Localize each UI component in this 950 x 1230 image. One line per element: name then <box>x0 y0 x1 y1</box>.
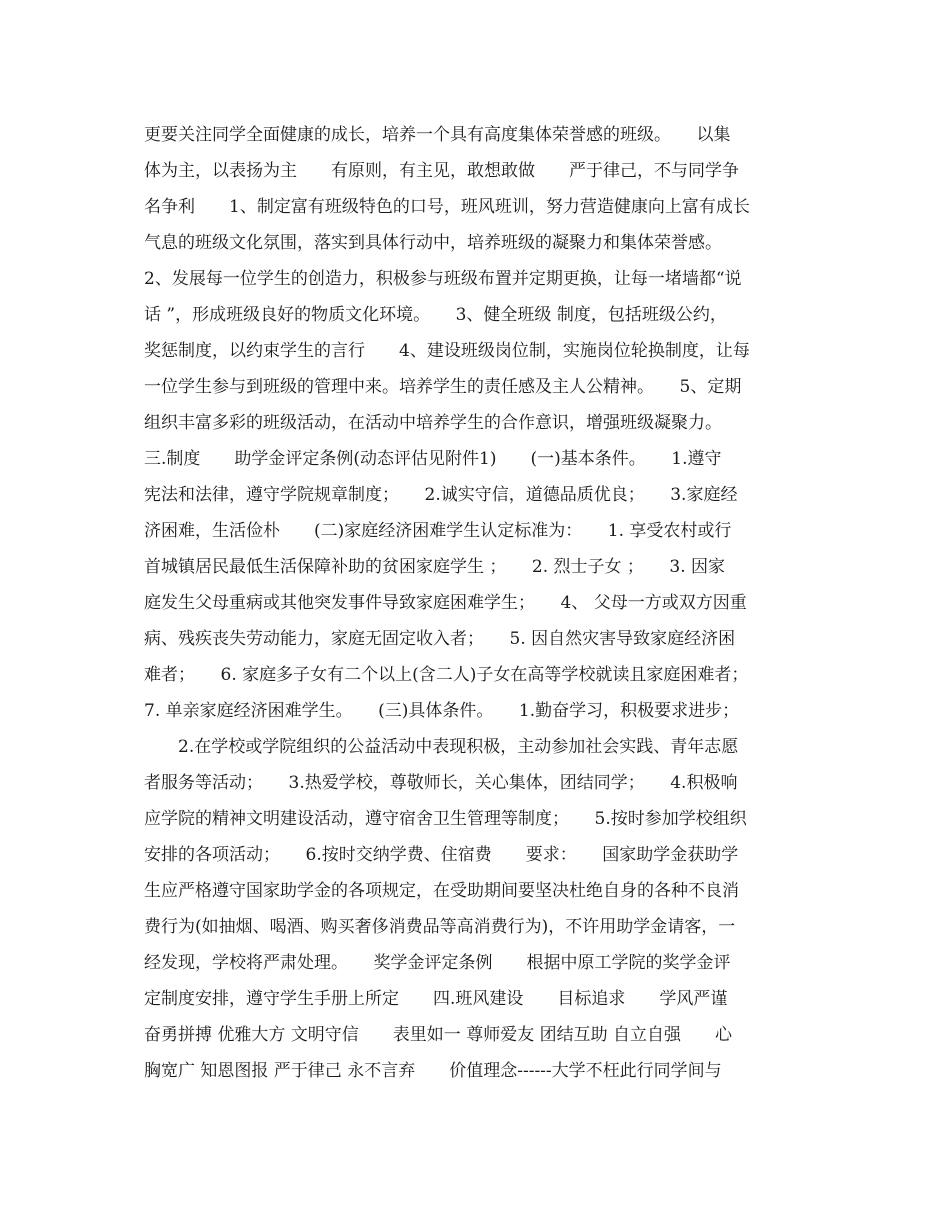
text-line: 气息的班级文化氛围，落实到具体行动中，培养班级的凝聚力和集体荣誉感。 <box>144 233 722 253</box>
text-line: 庭发生父母重病或其他突发事件导致家庭困难学生； 4、 父母一方或双方因重 <box>144 593 747 613</box>
text-line: 费行为(如抽烟、喝酒、购买奢侈消费品等高消费行为)，不许用助学金请客，一 <box>144 917 736 937</box>
text-line: 首城镇居民最低生活保障补助的贫困家庭学生 ； 2. 烈士子女 ； 3. 因家 <box>144 557 726 577</box>
text-line: 名争利 1、制定富有班级特色的口号，班风班训，努力营造健康向上富有成长 <box>144 197 750 217</box>
text-line: 更要关注同学全面健康的成长，培养一个具有高度集体荣誉感的班级。 以集 <box>144 125 731 145</box>
text-line: 者服务等活动； 3.热爱学校，尊敬师长，关心集体，团结同学； 4.积极响 <box>144 773 738 793</box>
text-line: 难者； 6. 家庭多子女有二个以上(含二人)子女在高等学校就读且家庭困难者； <box>144 665 749 685</box>
text-line: 经发现，学校将严肃处理。 奖学金评定条例 根据中原工学院的奖学金评 <box>144 953 731 973</box>
text-line: 2、发展每一位学生的创造力，积极参与班级布置并定期更换，让每一堵墙都“说 <box>144 269 742 289</box>
text-line: 济困难，生活俭朴 (二)家庭经济困难学生认定标准为： 1. 享受农村或行 <box>144 521 732 541</box>
text-line: 组织丰富多彩的班级活动，在活动中培养学生的合作意识，增强班级凝聚力。 <box>144 413 722 433</box>
text-line: 奋勇拼搏 优雅大方 文明守信 表里如一 尊师爱友 团结互助 自立自强 心 <box>144 1025 733 1045</box>
text-line: 胸宽广 知恩图报 严于律己 永不言弃 价值理念------大学不枉此行同学间与 <box>144 1061 722 1081</box>
text-line: 7. 单亲家庭经济困难学生。 (三)具体条件。 1.勤奋学习，积极要求进步； <box>144 701 740 721</box>
text-line: 定制度安排，遵守学生手册上所定 四.班风建设 目标追求 学风严谨 <box>144 989 728 1009</box>
text-line: 宪法和法律，遵守学院规章制度； 2.诚实守信，道德品质优良； 3.家庭经 <box>144 485 738 505</box>
text-line: 应学院的精神文明建设活动，遵守宿舍卫生管理等制度； 5.按时参加学校组织 <box>144 809 747 829</box>
text-line: 体为主，以表扬为主 有原则，有主见，敢想敢做 严于律己，不与同学争 <box>144 161 739 181</box>
text-line: 话 ”，形成班级良好的物质文化环境。 3、健全班级 制度，包括班级公约， <box>144 305 727 325</box>
text-line: 病、残疾丧失劳动能力，家庭无固定收入者； 5. 因自然灾害导致家庭经济困 <box>144 629 736 649</box>
text-line: 奖惩制度，以约束学生的言行 4、建设班级岗位制，实施岗位轮换制度，让每 <box>144 341 750 361</box>
text-line: 2.在学校或学院组织的公益活动中表现积极，主动参加社会实践、青年志愿 <box>144 737 739 757</box>
text-line: 生应严格遵守国家助学金的各项规定，在受助期间要坚决杜绝自身的各种不良消 <box>144 881 739 901</box>
text-line: 三.制度 助学金评定条例(动态评估见附件1) (一)基本条件。 1.遵守 <box>144 449 722 469</box>
text-line: 安排的各项活动； 6.按时交纳学费、住宿费 要求： 国家助学金获助学 <box>144 845 739 865</box>
text-line: 一位学生参与到班级的管理中来。培养学生的责任感及主人公精神。 5、定期 <box>144 377 742 397</box>
body-text <box>144 117 824 1089</box>
